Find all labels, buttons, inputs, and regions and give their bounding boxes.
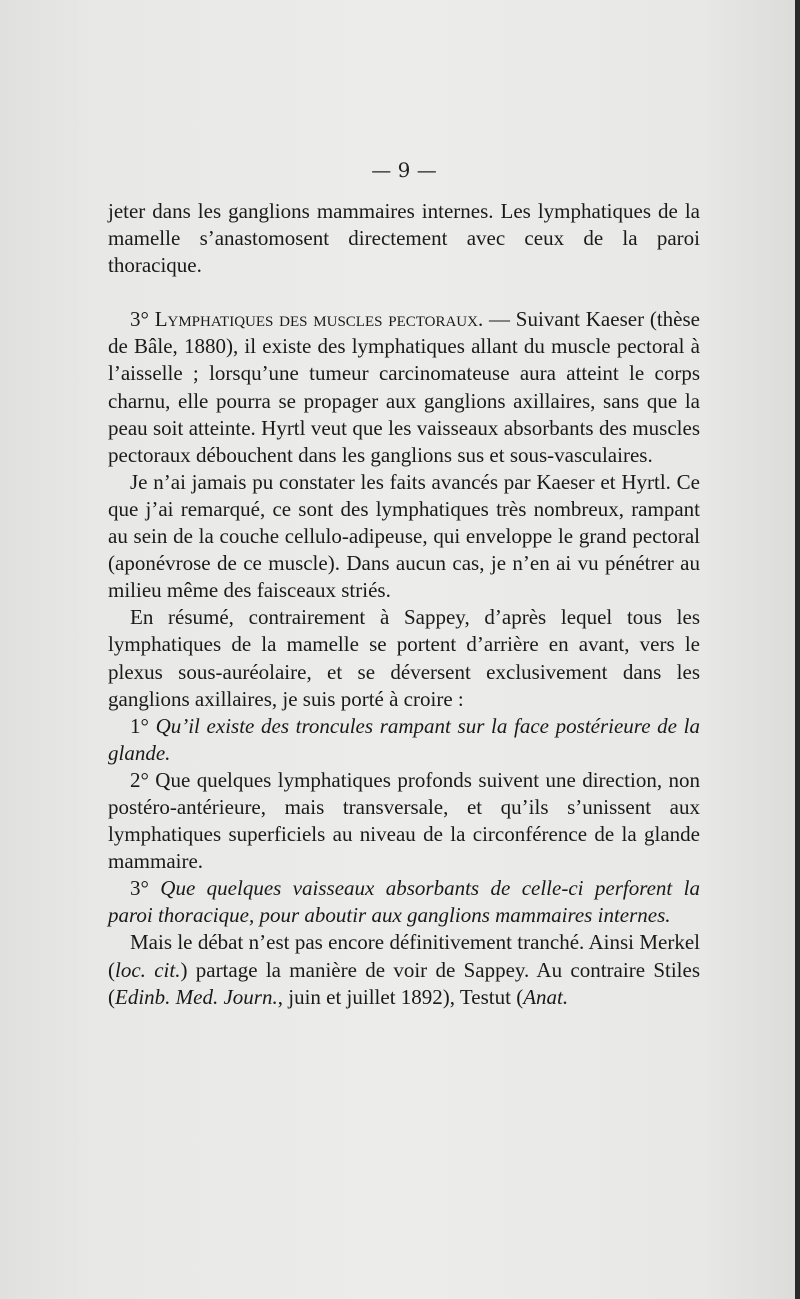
citation-loc-cit: loc. cit. <box>115 957 181 982</box>
paragraph-2 <box>108 306 700 469</box>
conclusion-1-number: 1° <box>130 713 156 738</box>
scan-edge <box>795 0 800 1299</box>
paragraph-3: Je n’ai jamais pu constater les faits avancés par Kaeser et Hyrtl. Ce que j’ai remarqué, ce sont des lymphatiques très nombreux, rampant au sein de la couche cellulo-adipeuse, qui enveloppe le grand pectoral (aponévrose de ce muscle). Dans aucun cas, je n’en ai vu pénétrer au milieu même des faisceaux striés. <box>108 469 700 603</box>
section-heading: Lymphatiques des muscles pectoraux. <box>154 307 484 332</box>
conclusion-3 <box>108 875 700 929</box>
citation-journal: Edinb. Med. Journ. <box>115 984 278 1009</box>
final-text-c: ) partage la manière de voir de Sappey. Au contraire Stiles ( <box>108 957 700 1009</box>
conclusion-3-number: 3° <box>130 876 161 901</box>
section-number: 3° <box>130 307 155 332</box>
conclusion-3-text: Que quelques vaisseaux absorbants de celle-ci perforent la paroi thoracique, pour aboutir aux ganglions mammaires internes. <box>108 876 700 928</box>
citation-anat: Anat. <box>523 984 569 1009</box>
paragraph-4: En résumé, contrairement à Sappey, d’après lequel tous les lymphatiques de la mamelle se portent d’arrière en avant, vers le plexus sous-auréolaire, et se déversent exclusivement dans les ganglions axillaires, je suis porté à croire : <box>108 605 700 711</box>
conclusion-1-text: Qu’il existe des troncules rampant sur la face postérieure de la glande. <box>108 713 700 765</box>
paragraph-2-text: — Suivant Kaeser (thèse de Bâle, 1880), il existe des lymphatiques allant du muscle pectoral à l’aisselle ; lorsqu’une tumeur carcinomateuse aura atteint le corps charnu, elle pourra se propager aux ganglions axillaires, sans que la peau soit atteinte. Hyrtl veut que les vaisseaux absorbants des muscles pectoraux débouchent dans les ganglions sus et sous-vasculaires. <box>108 307 700 467</box>
paragraph-final <box>108 929 700 1010</box>
conclusion-2: 2° Que quelques lymphatiques profonds suivent une direction, non postéro-antérieure, mais transversale, et qu’ils s’unissent aux lymphatiques superficiels au niveau de la circonférence de la glande mammaire. <box>108 767 700 874</box>
final-text-e: , juin et juillet 1892), Testut ( <box>277 984 524 1009</box>
final-text-a: Mais le débat n’est pas encore définitivement tranché. Ainsi Merkel ( <box>108 930 700 982</box>
conclusion-1 <box>108 713 700 767</box>
page-number: — 9 — <box>371 158 437 182</box>
body-text <box>108 198 700 1011</box>
paragraph-1: jeter dans les ganglions mammaires internes. Les lymphatiques de la mamelle s’anastomosent directement avec ceux de la paroi thoracique. <box>108 199 700 278</box>
